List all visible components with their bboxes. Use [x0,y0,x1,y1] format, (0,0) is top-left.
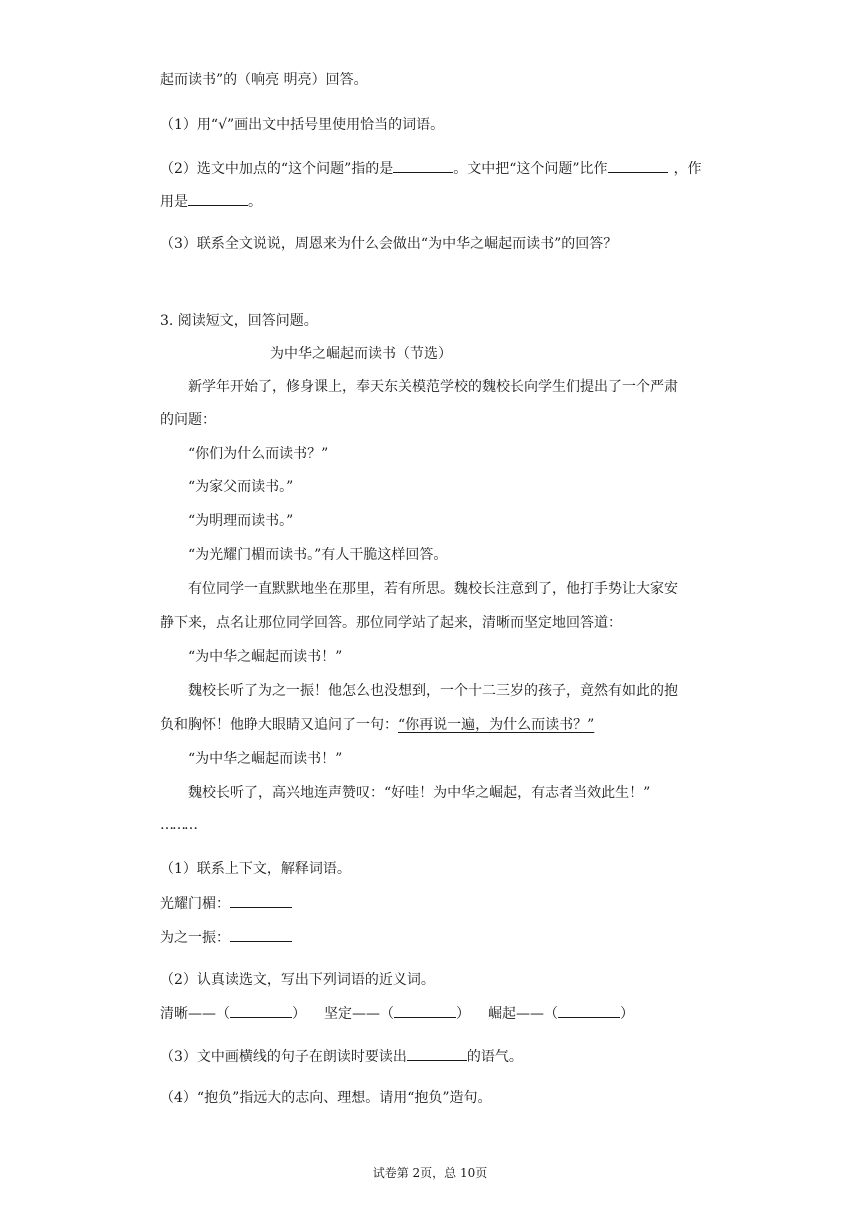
passage-line: 的问题： [160,412,216,428]
passage-line: “你们为什么而读书？” [188,446,329,462]
answer-blank[interactable] [393,158,453,173]
question-2-1: （1）用“√”画出文中括号里使用恰当的词语。 [160,117,445,133]
question-3-1-item: 光耀门楣： [160,893,292,914]
answer-blank[interactable] [230,1003,292,1018]
answer-blank[interactable] [230,927,292,942]
passage-line: “为中华之崛起而读书！” [188,649,343,665]
question-3-heading: 3. 阅读短文，回答问题。 [160,313,318,329]
passage-line: “为光耀门楣而读书。”有人干脆这样回答。 [188,547,448,563]
question-3-2: （2）认真读选文，写出下列词语的近义词。 [160,972,435,988]
passage-line: 有位同学一直默默地坐在那里，若有所思。魏校长注意到了，他打手势让大家安 [188,581,678,597]
question-3-4: （4）“抱负”指远大的志向、理想。请用“抱负”造句。 [160,1090,492,1106]
passage-line: 静下来，点名让那位同学回答。那位同学站了起来，清晰而坚定地回答道： [160,615,622,631]
answer-blank[interactable] [188,191,248,206]
passage-line: “为明理而读书。” [188,513,294,529]
answer-blank[interactable] [608,158,668,173]
question-3-1: （1）联系上下文，解释词语。 [160,861,351,877]
passage-line: “为家父而读书。” [188,479,294,495]
page-footer: 试卷第 2页，总 10页 [372,1166,488,1180]
question-2-3: （3）联系全文说说，周恩来为什么会做出“为中华之崛起而读书”的回答？ [160,236,618,252]
ellipsis: ……… [160,817,196,833]
passage-line: “为中华之崛起而读书！” [188,751,343,767]
question-3-1-item: 为之一振： [160,927,292,948]
passage-line: 魏校长听了，高兴地连声赞叹：“好哇！为中华之崛起，有志者当效此生！” [188,785,651,801]
question-2-2: （2）选文中加点的“这个问题”指的是 。文中把“这个问题”比作 ，作 [160,158,702,179]
passage-line: 负和胸怀！他睁大眼睛又追问了一句：“你再说一遍，为什么而读书？” [160,717,595,733]
answer-blank[interactable] [230,893,292,908]
answer-blank[interactable] [407,1046,467,1061]
underlined-sentence: “你再说一遍，为什么而读书？” [398,717,595,733]
question-2-2-cont: 用是 。 [160,191,262,212]
answer-blank[interactable] [558,1003,620,1018]
passage-title: 为中华之崛起而读书（节选） [270,346,452,362]
passage-line: 新学年开始了，修身课上，奉天东关模范学校的魏校长向学生们提出了一个严肃 [188,379,678,395]
answer-blank[interactable] [394,1003,456,1018]
question-3-3: （3）文中画横线的句子在朗读时要读出 的语气。 [160,1046,523,1067]
passage-line: 魏校长听了为之一振！他怎么也没想到，一个十二三岁的孩子，竟然有如此的抱 [188,683,678,699]
text-line: 起而读书”的（响亮 明亮）回答。 [160,72,368,88]
question-3-2-items: 清晰——（ ） 坚定——（ ） 崛起——（ ） [160,1003,634,1024]
